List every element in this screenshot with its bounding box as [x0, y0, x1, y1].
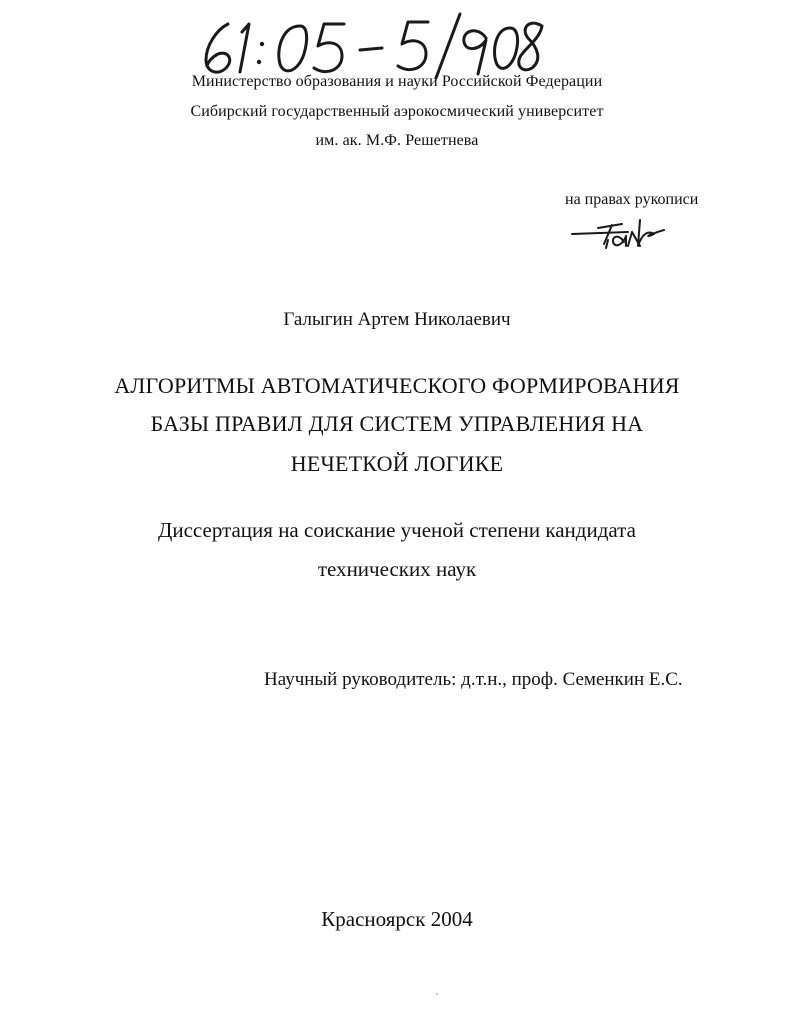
handwritten-signature-icon — [568, 212, 678, 252]
handwritten-catalog-code — [196, 10, 546, 82]
rights-notice: на правах рукописи — [565, 191, 699, 208]
ministry-name: Министерство образования и науки Российской Федерации — [191, 73, 603, 90]
scan-speck — [436, 993, 438, 995]
author-name: Галыгин Артем Николаевич — [283, 309, 511, 330]
title-line-1: АЛГОРИТМЫ АВТОМАТИЧЕСКОГО ФОРМИРОВАНИЯ — [114, 373, 680, 398]
degree-line-1: Диссертация на соискание ученой степени кандидата — [158, 518, 636, 542]
scientific-supervisor: Научный руководитель: д.т.н., проф. Семенкин Е.С. — [264, 669, 683, 690]
title-line-3: НЕЧЕТКОЙ ЛОГИКЕ — [290, 451, 504, 476]
university-name: Сибирский государственный аэрокосмический университет — [190, 103, 604, 120]
title-line-2: БАЗЫ ПРАВИЛ ДЛЯ СИСТЕМ УПРАВЛЕНИЯ НА — [150, 411, 644, 436]
university-named-after: им. ак. М.Ф. Решетнева — [315, 132, 479, 149]
city-and-year: Красноярск 2004 — [321, 907, 473, 931]
degree-line-2: технических наук — [317, 557, 477, 581]
